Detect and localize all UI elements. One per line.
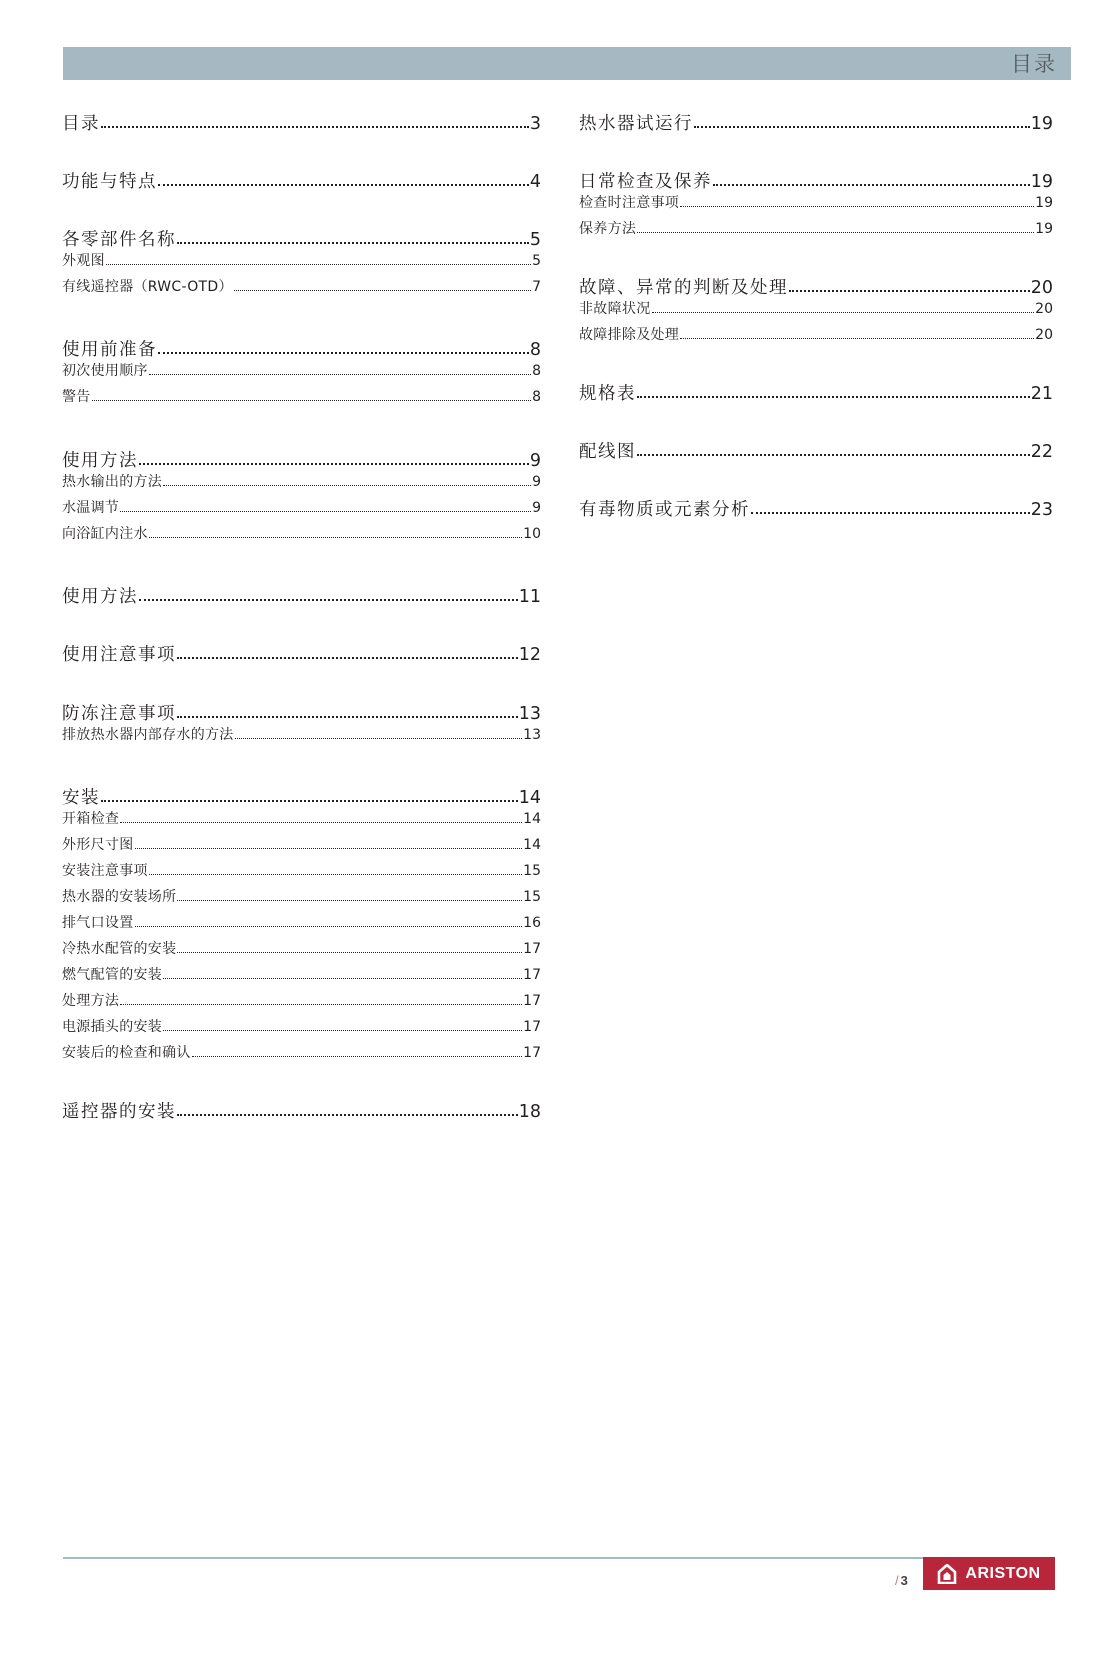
toc-section-entry[interactable]	[579, 110, 1053, 132]
toc-dot-leader	[163, 1030, 522, 1031]
toc-dot-leader	[694, 126, 1030, 128]
toc-section-entry[interactable]	[62, 1098, 541, 1120]
toc-entry-label: 日常检查及保养	[579, 172, 712, 192]
toc-dot-leader	[789, 290, 1030, 292]
toc-entry-label: 使用方法	[62, 451, 138, 471]
page-number-value: 3	[900, 1573, 908, 1588]
toc-entry-page: 15	[523, 889, 541, 905]
toc-entry-page: 14	[523, 837, 541, 853]
toc-entry-page: 5	[532, 253, 541, 269]
toc-section-entry[interactable]	[62, 168, 541, 190]
header-bar	[63, 47, 1071, 80]
toc-entry-page: 7	[532, 279, 541, 295]
toc-subsection-entry[interactable]	[62, 497, 541, 515]
toc-subsection-entry[interactable]	[62, 938, 541, 956]
toc-subsection-entry[interactable]	[62, 523, 541, 541]
toc-entry-page: 20	[1030, 278, 1053, 298]
toc-dot-leader	[680, 338, 1034, 339]
toc-dot-leader	[135, 926, 523, 927]
toc-entry-label: 遥控器的安装	[62, 1102, 176, 1122]
toc-section-entry[interactable]	[579, 168, 1053, 190]
toc-entry-label: 故障排除及处理	[579, 327, 680, 343]
toc-section-entry[interactable]	[579, 380, 1053, 402]
toc-dot-leader	[192, 1056, 522, 1057]
toc-entry-label: 处理方法	[62, 993, 120, 1009]
toc-entry-page: 19	[1035, 195, 1053, 211]
toc-entry-label: 各零部件名称	[62, 230, 176, 250]
toc-section-entry[interactable]	[62, 784, 541, 806]
toc-entry-page: 23	[1030, 500, 1053, 520]
page-number-slash: /	[895, 1573, 899, 1588]
toc-entry-page: 18	[518, 1102, 541, 1122]
toc-entry-label: 向浴缸内注水	[62, 526, 148, 542]
toc-section-entry[interactable]	[62, 700, 541, 722]
toc-entry-page: 11	[518, 587, 541, 607]
toc-dot-leader	[149, 374, 531, 375]
toc-entry-label: 热水器的安装场所	[62, 889, 177, 905]
toc-section-entry[interactable]	[62, 336, 541, 358]
toc-entry-label: 热水器试运行	[579, 114, 693, 134]
toc-subsection-entry[interactable]	[62, 724, 541, 742]
toc-dot-leader	[163, 485, 531, 486]
toc-entry-page: 12	[518, 645, 541, 665]
toc-subsection-entry[interactable]	[62, 912, 541, 930]
brand-name: ARISTON	[965, 1564, 1041, 1582]
toc-entry-label: 目录	[62, 114, 100, 134]
toc-subsection-entry[interactable]	[579, 298, 1053, 316]
toc-subsection-entry[interactable]	[62, 1042, 541, 1060]
toc-entry-label: 有线遥控器（RWC-OTD）	[62, 279, 233, 295]
toc-section-entry[interactable]	[579, 496, 1053, 518]
toc-subsection-entry[interactable]	[62, 1016, 541, 1034]
toc-subsection-entry[interactable]	[62, 250, 541, 268]
toc-subsection-entry[interactable]	[579, 218, 1053, 236]
toc-subsection-entry[interactable]	[62, 386, 541, 404]
toc-subsection-entry[interactable]	[62, 360, 541, 378]
toc-dot-leader	[177, 716, 518, 718]
toc-dot-leader	[713, 184, 1030, 186]
toc-dot-leader	[637, 396, 1030, 398]
toc-entry-label: 开箱检查	[62, 811, 120, 827]
toc-entry-label: 有毒物质或元素分析	[579, 500, 750, 520]
toc-dot-leader	[120, 1004, 522, 1005]
toc-dot-leader	[101, 800, 518, 802]
toc-dot-leader	[234, 290, 531, 291]
toc-dot-leader	[680, 206, 1034, 207]
toc-subsection-entry[interactable]	[62, 834, 541, 852]
toc-entry-label: 安装后的检查和确认	[62, 1045, 191, 1061]
toc-dot-leader	[177, 900, 522, 901]
toc-section-entry[interactable]	[579, 438, 1053, 460]
toc-dot-leader	[101, 126, 529, 128]
toc-entry-page: 16	[523, 915, 541, 931]
toc-subsection-entry[interactable]	[62, 471, 541, 489]
toc-entry-label: 保养方法	[579, 221, 637, 237]
house-icon	[937, 1564, 957, 1584]
toc-dot-leader	[120, 822, 522, 823]
toc-entry-label: 安装	[62, 788, 100, 808]
toc-entry-page: 15	[523, 863, 541, 879]
toc-entry-page: 3	[529, 114, 541, 134]
footer-divider	[63, 1557, 923, 1559]
toc-section-entry[interactable]	[62, 226, 541, 248]
toc-subsection-entry[interactable]	[579, 324, 1053, 342]
toc-dot-leader	[637, 454, 1030, 456]
toc-entry-label: 警告	[62, 389, 91, 405]
toc-subsection-entry[interactable]	[579, 192, 1053, 210]
toc-dot-leader	[135, 848, 523, 849]
ariston-logo	[923, 1557, 1055, 1590]
toc-entry-label: 初次使用顺序	[62, 363, 148, 379]
toc-entry-page: 19	[1030, 172, 1053, 192]
toc-entry-label: 使用注意事项	[62, 645, 176, 665]
toc-entry-label: 安装注意事项	[62, 863, 148, 879]
toc-dot-leader	[177, 242, 529, 244]
toc-entry-label: 电源插头的安装	[62, 1019, 163, 1035]
toc-entry-label: 非故障状况	[579, 301, 651, 317]
toc-entry-page: 21	[1030, 384, 1053, 404]
toc-dot-leader	[751, 512, 1030, 514]
toc-entry-label: 功能与特点	[62, 172, 157, 192]
toc-entry-label: 外观图	[62, 253, 105, 269]
toc-entry-page: 20	[1035, 327, 1053, 343]
toc-dot-leader	[158, 184, 529, 186]
toc-entry-page: 8	[529, 340, 541, 360]
toc-entry-label: 检查时注意事项	[579, 195, 680, 211]
toc-dot-leader	[177, 657, 518, 659]
page-number	[895, 1573, 908, 1588]
toc-entry-label: 冷热水配管的安装	[62, 941, 177, 957]
toc-entry-label: 防冻注意事项	[62, 704, 176, 724]
toc-entry-page: 19	[1030, 114, 1053, 134]
toc-entry-page: 17	[523, 967, 541, 983]
toc-dot-leader	[652, 312, 1035, 313]
toc-section-entry[interactable]	[62, 641, 541, 663]
toc-entry-label: 配线图	[579, 442, 636, 462]
toc-dot-leader	[158, 352, 529, 354]
toc-section-entry[interactable]	[62, 110, 541, 132]
toc-subsection-entry[interactable]	[62, 990, 541, 1008]
toc-entry-page: 9	[532, 500, 541, 516]
toc-entry-page: 9	[529, 451, 541, 471]
toc-entry-page: 22	[1030, 442, 1053, 462]
toc-dot-leader	[163, 978, 522, 979]
toc-entry-page: 17	[523, 941, 541, 957]
toc-dot-leader	[139, 599, 518, 601]
toc-dot-leader	[235, 738, 523, 739]
toc-entry-page: 10	[523, 526, 541, 542]
toc-entry-page: 14	[523, 811, 541, 827]
toc-dot-leader	[637, 232, 1034, 233]
toc-subsection-entry[interactable]	[62, 276, 541, 294]
toc-entry-label: 使用方法	[62, 587, 138, 607]
toc-entry-page: 19	[1035, 221, 1053, 237]
toc-entry-page: 20	[1035, 301, 1053, 317]
toc-dot-leader	[106, 264, 531, 265]
toc-entry-page: 17	[523, 1019, 541, 1035]
toc-dot-leader	[92, 400, 531, 401]
toc-entry-label: 故障、异常的判断及处理	[579, 278, 788, 298]
toc-dot-leader	[177, 1114, 518, 1116]
toc-entry-page: 4	[529, 172, 541, 192]
toc-dot-leader	[139, 463, 529, 465]
toc-entry-page: 5	[529, 230, 541, 250]
toc-entry-label: 排气口设置	[62, 915, 134, 931]
toc-entry-label: 使用前准备	[62, 340, 157, 360]
toc-entry-page: 17	[523, 993, 541, 1009]
toc-entry-page: 13	[523, 727, 541, 743]
toc-subsection-entry[interactable]	[62, 964, 541, 982]
toc-dot-leader	[177, 952, 522, 953]
toc-subsection-entry[interactable]	[62, 808, 541, 826]
toc-dot-leader	[149, 874, 522, 875]
toc-entry-page: 13	[518, 704, 541, 724]
toc-section-entry[interactable]	[579, 274, 1053, 296]
toc-entry-label: 外形尺寸图	[62, 837, 134, 853]
toc-entry-page: 17	[523, 1045, 541, 1061]
page-title: 目录	[1011, 52, 1057, 76]
toc-entry-page: 8	[532, 363, 541, 379]
toc-entry-page: 9	[532, 474, 541, 490]
toc-entry-label: 水温调节	[62, 500, 120, 516]
toc-section-entry[interactable]	[62, 583, 541, 605]
toc-entry-page: 8	[532, 389, 541, 405]
toc-entry-page: 14	[518, 788, 541, 808]
toc-entry-label: 热水输出的方法	[62, 474, 163, 490]
toc-dot-leader	[120, 511, 531, 512]
toc-entry-label: 规格表	[579, 384, 636, 404]
toc-subsection-entry[interactable]	[62, 860, 541, 878]
toc-subsection-entry[interactable]	[62, 886, 541, 904]
toc-entry-label: 排放热水器内部存水的方法	[62, 727, 234, 743]
toc-section-entry[interactable]	[62, 447, 541, 469]
toc-entry-label: 燃气配管的安装	[62, 967, 163, 983]
toc-dot-leader	[149, 537, 522, 538]
